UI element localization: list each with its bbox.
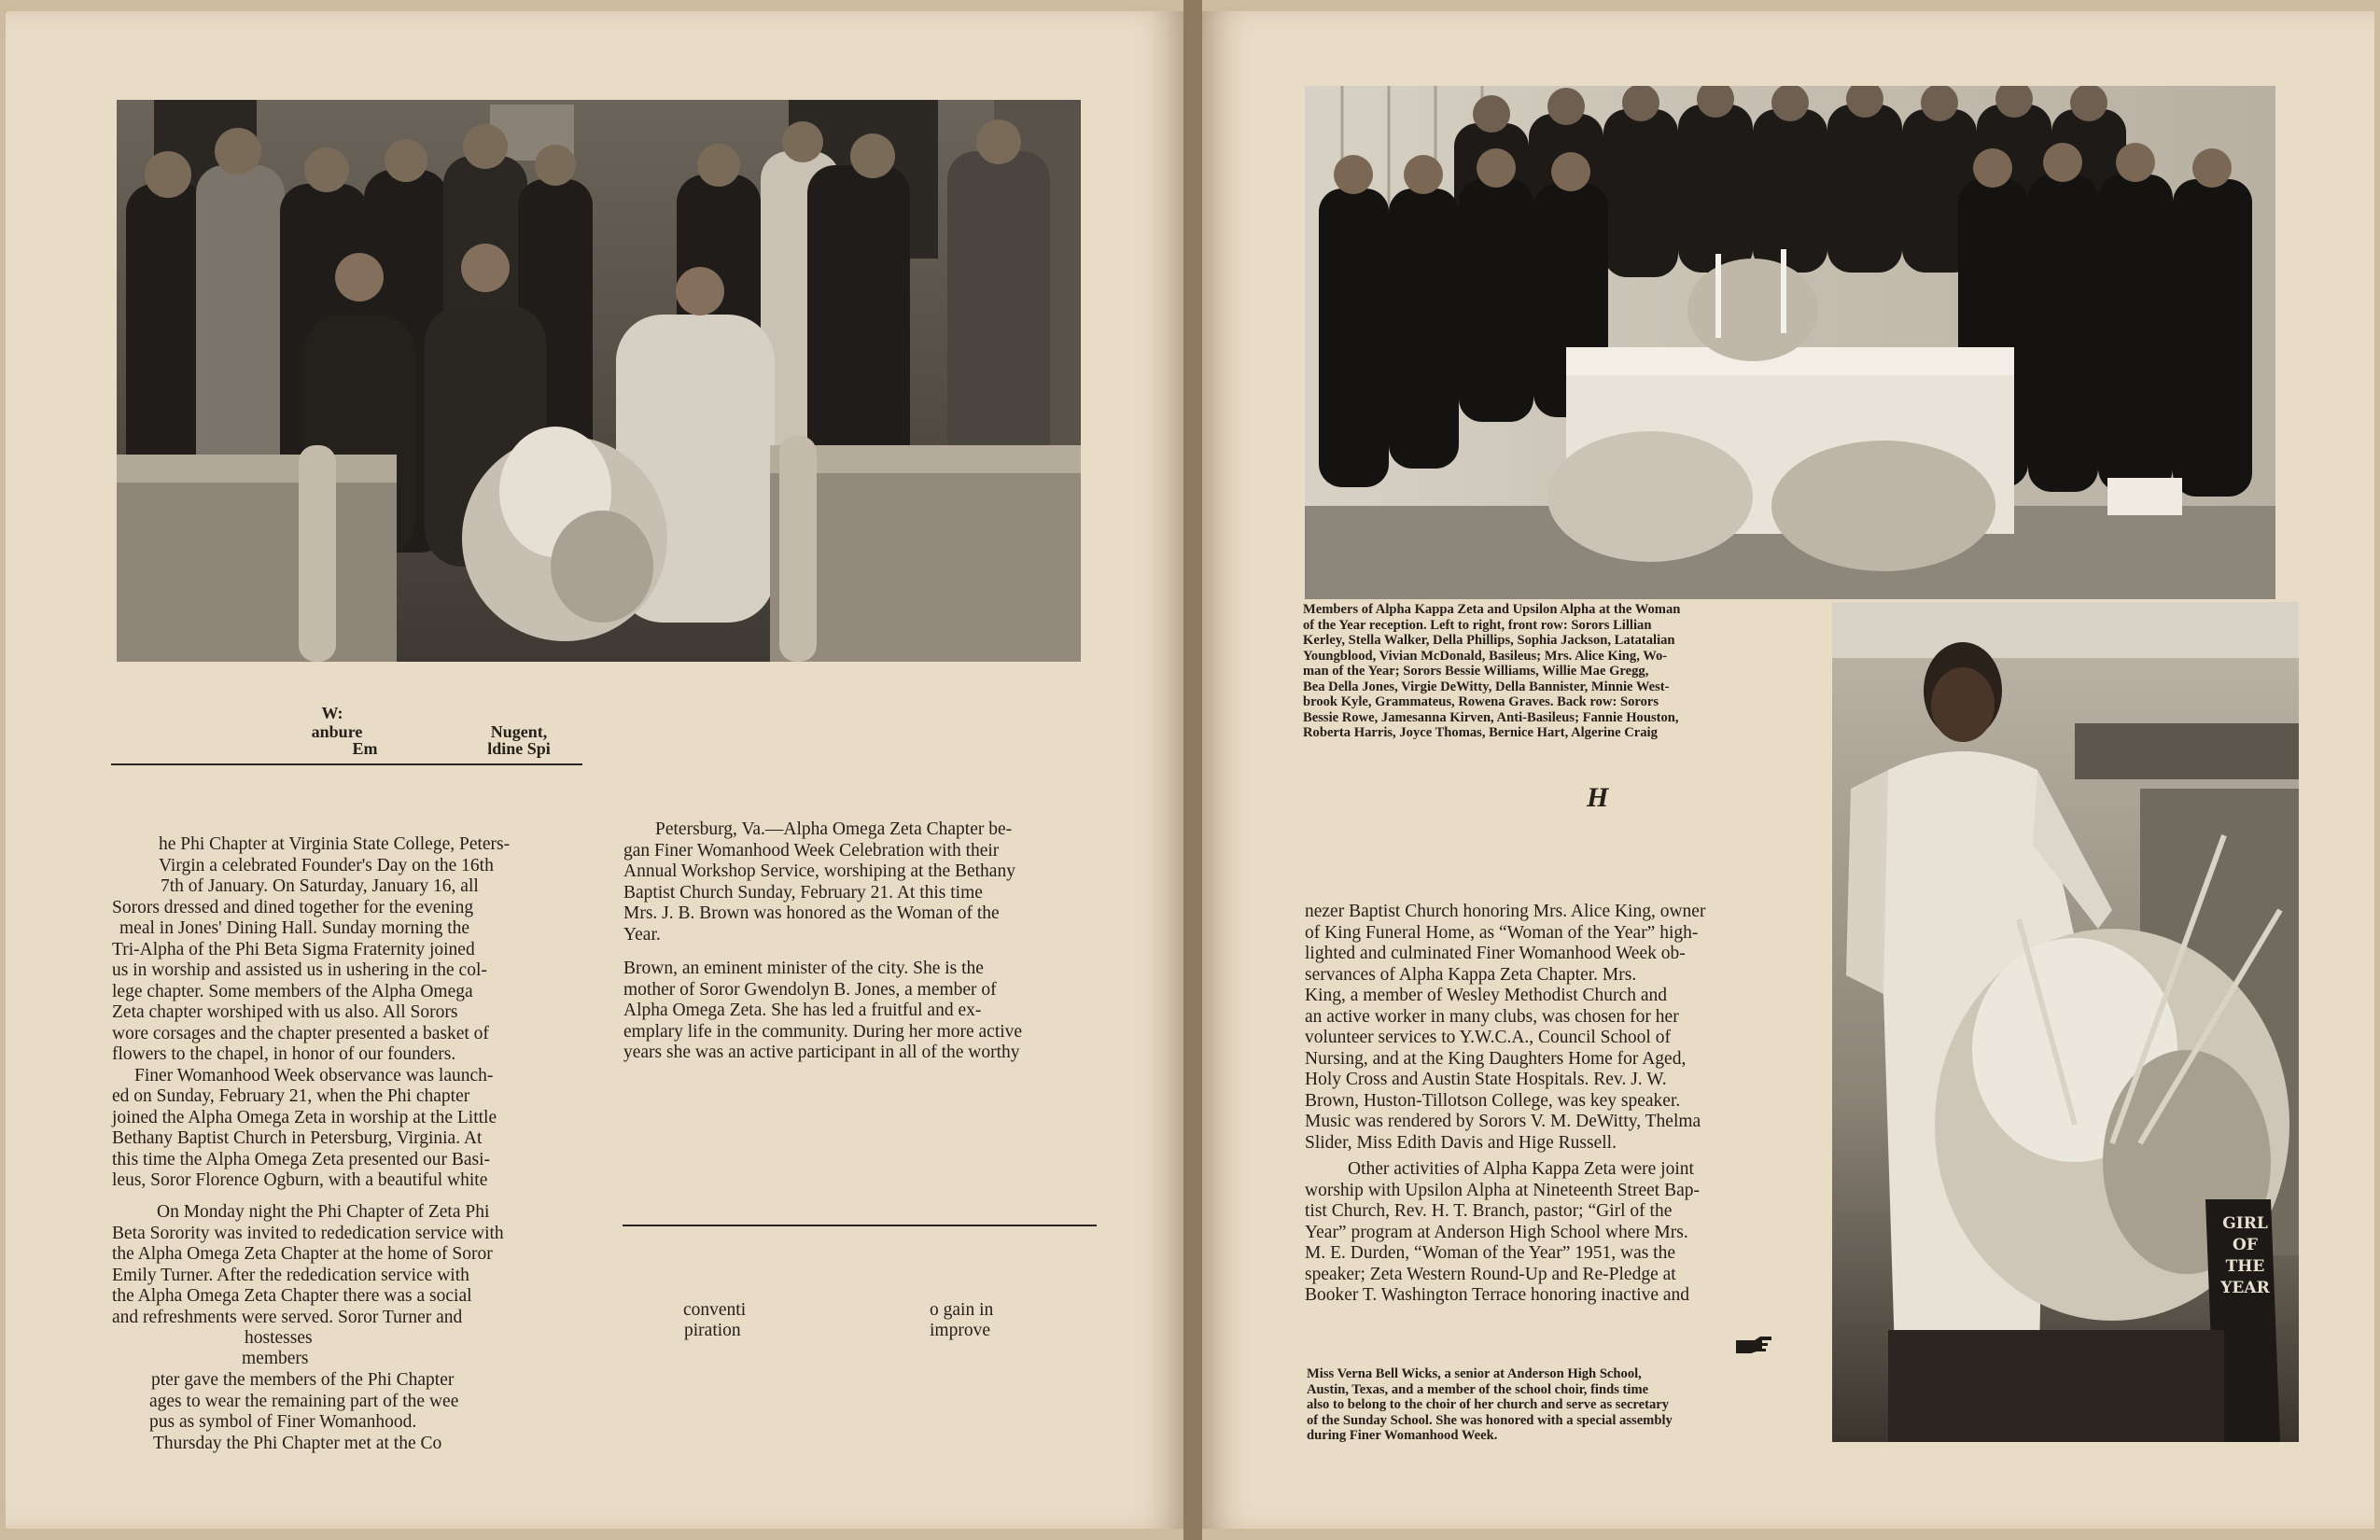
photo-caption-fragment-2: anbure [311,722,363,741]
text-line: and refreshments were served. Soror Turner and [112,1307,463,1327]
photo-caption-fragment-5: ldine Spi [487,739,551,758]
text-line: Alpha Omega Zeta. She has led a fruitful and ex- [623,1001,982,1020]
text-line: King, a member of Wesley Methodist Church and [1305,986,1667,1005]
text-line: Nursing, and at the King Daughters Home for Aged, [1305,1048,1687,1069]
fragment-hostesses: hostesses [245,1328,313,1348]
caption-line: Roberta Harris, Joyce Thomas, Bernice Hart, Algerine Craig [1303,725,1658,740]
caption-line: of the Year reception. Left to right, front row: Sorors Lillian [1303,617,1652,633]
sash-text [2210,1213,2280,1299]
heading-fragment-h: H [1587,782,1609,813]
caption-line: Kerley, Stella Walker, Della Phillips, Sophia Jackson, Latatalian [1303,633,1675,648]
text-line: of King Funeral Home, as “Woman of the Year” high- [1305,922,1699,943]
caption-line: Youngblood, Vivian McDonald, Basileus; Mrs. Alice King, Wo- [1303,648,1668,664]
text-line: us in worship and assisted us in ushering in the col- [112,960,487,980]
sash-word: GIRL [2222,1214,2268,1233]
text-line: gan Finer Womanhood Week Celebration with their [623,840,1000,861]
text-line: this time the Alpha Omega Zeta presented our Basi- [112,1149,491,1169]
text-line: meal in Jones' Dining Hall. Sunday morning the [119,918,470,938]
text-line: mother of Soror Gwendolyn B. Jones, a member of [623,979,997,1000]
text-line: Emily Turner. After the rededication service with [112,1265,469,1285]
text-line: Mrs. J. B. Brown was honored as the Woman of the [623,903,1000,923]
text-line: lege chapter. Some members of the Alpha Omega [112,981,473,1001]
caption-line: Members of Alpha Kappa Zeta and Upsilon Alpha at the Woman [1303,602,1681,617]
reception-group-photo [1305,86,2275,599]
caption-line: Bea Della Jones, Virgie DeWitty, Della Bannister, Minnie West- [1303,679,1670,694]
portrait-caption [1307,1366,1788,1444]
fragment-o-gain-in: o gain in [930,1300,994,1320]
text-line: Slider, Miss Edith Davis and Hige Russell. [1305,1132,1617,1153]
text-line: Finer Womanhood Week observance was launch- [134,1065,494,1085]
text-line: emplary life in the community. During her more active [623,1021,1023,1042]
text-line: leus, Soror Florence Ogburn, with a beautiful white [112,1170,488,1190]
alpha-omega-zeta-paragraph-2 [623,959,1096,1064]
fragment-conventi: conventi [683,1300,747,1320]
photo-caption-fragment-1: W: [321,704,343,722]
fragment-members: members [242,1349,309,1368]
alpha-omega-zeta-paragraph-1 [623,819,1096,945]
text-line: pus as symbol of Finer Womanhood. [149,1412,417,1432]
text-line: Beta Sorority was invited to rededication service with [112,1223,504,1243]
column-divider-rule-2 [623,1225,1097,1226]
text-line: Petersburg, Va.—Alpha Omega Zeta Chapter be- [655,819,1013,839]
text-line: years she was an active participant in all of the worthy [623,1043,1020,1062]
text-line: ed on Sunday, February 21, when the Phi chapter [112,1086,470,1106]
text-line: Music was rendered by Sorors V. M. DeWitty, Thelma [1305,1112,1701,1131]
caption-line: Miss Verna Bell Wicks, a senior at Anderson High School, [1307,1366,1642,1381]
phi-chapter-paragraph-2 [112,1202,582,1328]
text-line: wore corsages and the chapter presented a basket of [112,1023,489,1043]
photo-caption-fragment-3: Em [352,739,378,758]
text-line: flowers to the chapel, in honor of our founders. [112,1044,456,1064]
text-line: Tri-Alpha of the Phi Beta Sigma Fraternity joined [112,939,475,959]
photo-caption-fragment-4: Nugent, [490,722,548,741]
text-line: the Alpha Omega Zeta Chapter at the home of Soror [112,1244,493,1264]
text-line: Year. [623,924,661,945]
text-line: Booker T. Washington Terrace honoring inactive and [1305,1285,1690,1305]
woman-of-year-paragraph [1305,902,1788,1154]
fragment-improve: improve [930,1321,990,1340]
text-line: volunteer services to Y.W.C.A., Council School of [1305,1028,1671,1047]
text-line: Sorors dressed and dined together for the evening [112,897,474,917]
column-divider-rule [111,763,582,765]
text-line: Brown, an eminent minister of the city. She is the [623,959,984,978]
text-line: joined the Alpha Omega Zeta in worship at the Little [112,1107,497,1127]
fragment-piration: piration [684,1321,741,1340]
binding-gutter [1183,0,1202,1540]
phi-chapter-paragraph-1 [112,834,582,1192]
text-line: he Phi Chapter at Virginia State College, Peters- [159,834,511,854]
text-line: Annual Workshop Service, worshiping at the Bethany [623,861,1015,881]
sash-word: OF [2233,1236,2258,1254]
text-line: servances of Alpha Kappa Zeta Chapter. Mrs. [1305,964,1637,985]
caption-line: of the Sunday School. She was honored with a special assembly [1307,1412,1673,1428]
sash-word: THE [2225,1257,2265,1276]
sash-word: YEAR [2220,1279,2270,1297]
text-line: 7th of January. On Saturday, January 16, all [161,876,479,896]
caption-line: during Finer Womanhood Week. [1307,1428,1498,1443]
left-page [6,11,1183,1529]
text-line: an active worker in many clubs, was chosen for her [1305,1006,1679,1027]
other-activities-paragraph [1305,1159,1788,1307]
church-group-photo [117,100,1081,662]
text-line: Holy Cross and Austin State Hospitals. Rev. J. W. [1305,1070,1667,1089]
text-line: Virgin a celebrated Founder's Day on the 16th [159,855,494,875]
caption-line: Bessie Rowe, Jamesanna Kirven, Anti-Basileus; Fannie Houston, [1303,709,1679,725]
phi-chapter-paragraph-3 [146,1370,584,1454]
text-line: Zeta chapter worshiped with us also. All Sorors [112,1002,458,1022]
text-line: Brown, Huston-Tillotson College, was key speaker. [1305,1090,1681,1111]
right-page [1202,11,2374,1529]
caption-line: brook Kyle, Grammateus, Rowena Graves. Back row: Sorors [1303,694,1659,709]
text-line: nezer Baptist Church honoring Mrs. Alice King, owner [1305,902,1706,921]
reception-photo-caption [1303,602,1788,741]
girl-of-the-year-portrait-photo [1832,602,2299,1442]
caption-line: Austin, Texas, and a member of the school choir, finds time [1307,1381,1649,1397]
text-line: ages to wear the remaining part of the wee [149,1391,459,1411]
caption-line: also to belong to the choir of her church and serve as secretary [1307,1397,1670,1412]
text-line: tist Church, Rev. H. T. Branch, pastor; “Girl of the [1305,1201,1673,1221]
text-line: speaker; Zeta Western Round-Up and Re-Pledge at [1305,1264,1676,1284]
text-line: Year” program at Anderson High School where Mrs. [1305,1222,1688,1242]
text-line: Bethany Baptist Church in Petersburg, Virginia. At [112,1128,483,1148]
text-line: Baptist Church Sunday, February 21. At this time [623,882,983,903]
text-line: worship with Upsilon Alpha at Nineteenth Street Bap- [1305,1180,1700,1200]
text-line: the Alpha Omega Zeta Chapter there was a social [112,1286,472,1306]
text-line: pter gave the members of the Phi Chapter [151,1370,455,1390]
text-line: M. E. Durden, “Woman of the Year” 1951, was the [1305,1243,1676,1263]
caption-line: man of the Year; Sorors Bessie Williams, Willie Mae Gregg, [1303,664,1649,679]
text-line: On Monday night the Phi Chapter of Zeta Phi [157,1202,490,1222]
pointing-hand-icon [1734,1335,1775,1355]
text-line: Thursday the Phi Chapter met at the Co [153,1433,442,1453]
text-line: lighted and culminated Finer Womanhood Week ob- [1305,944,1686,963]
text-line: Other activities of Alpha Kappa Zeta were joint [1348,1159,1694,1179]
